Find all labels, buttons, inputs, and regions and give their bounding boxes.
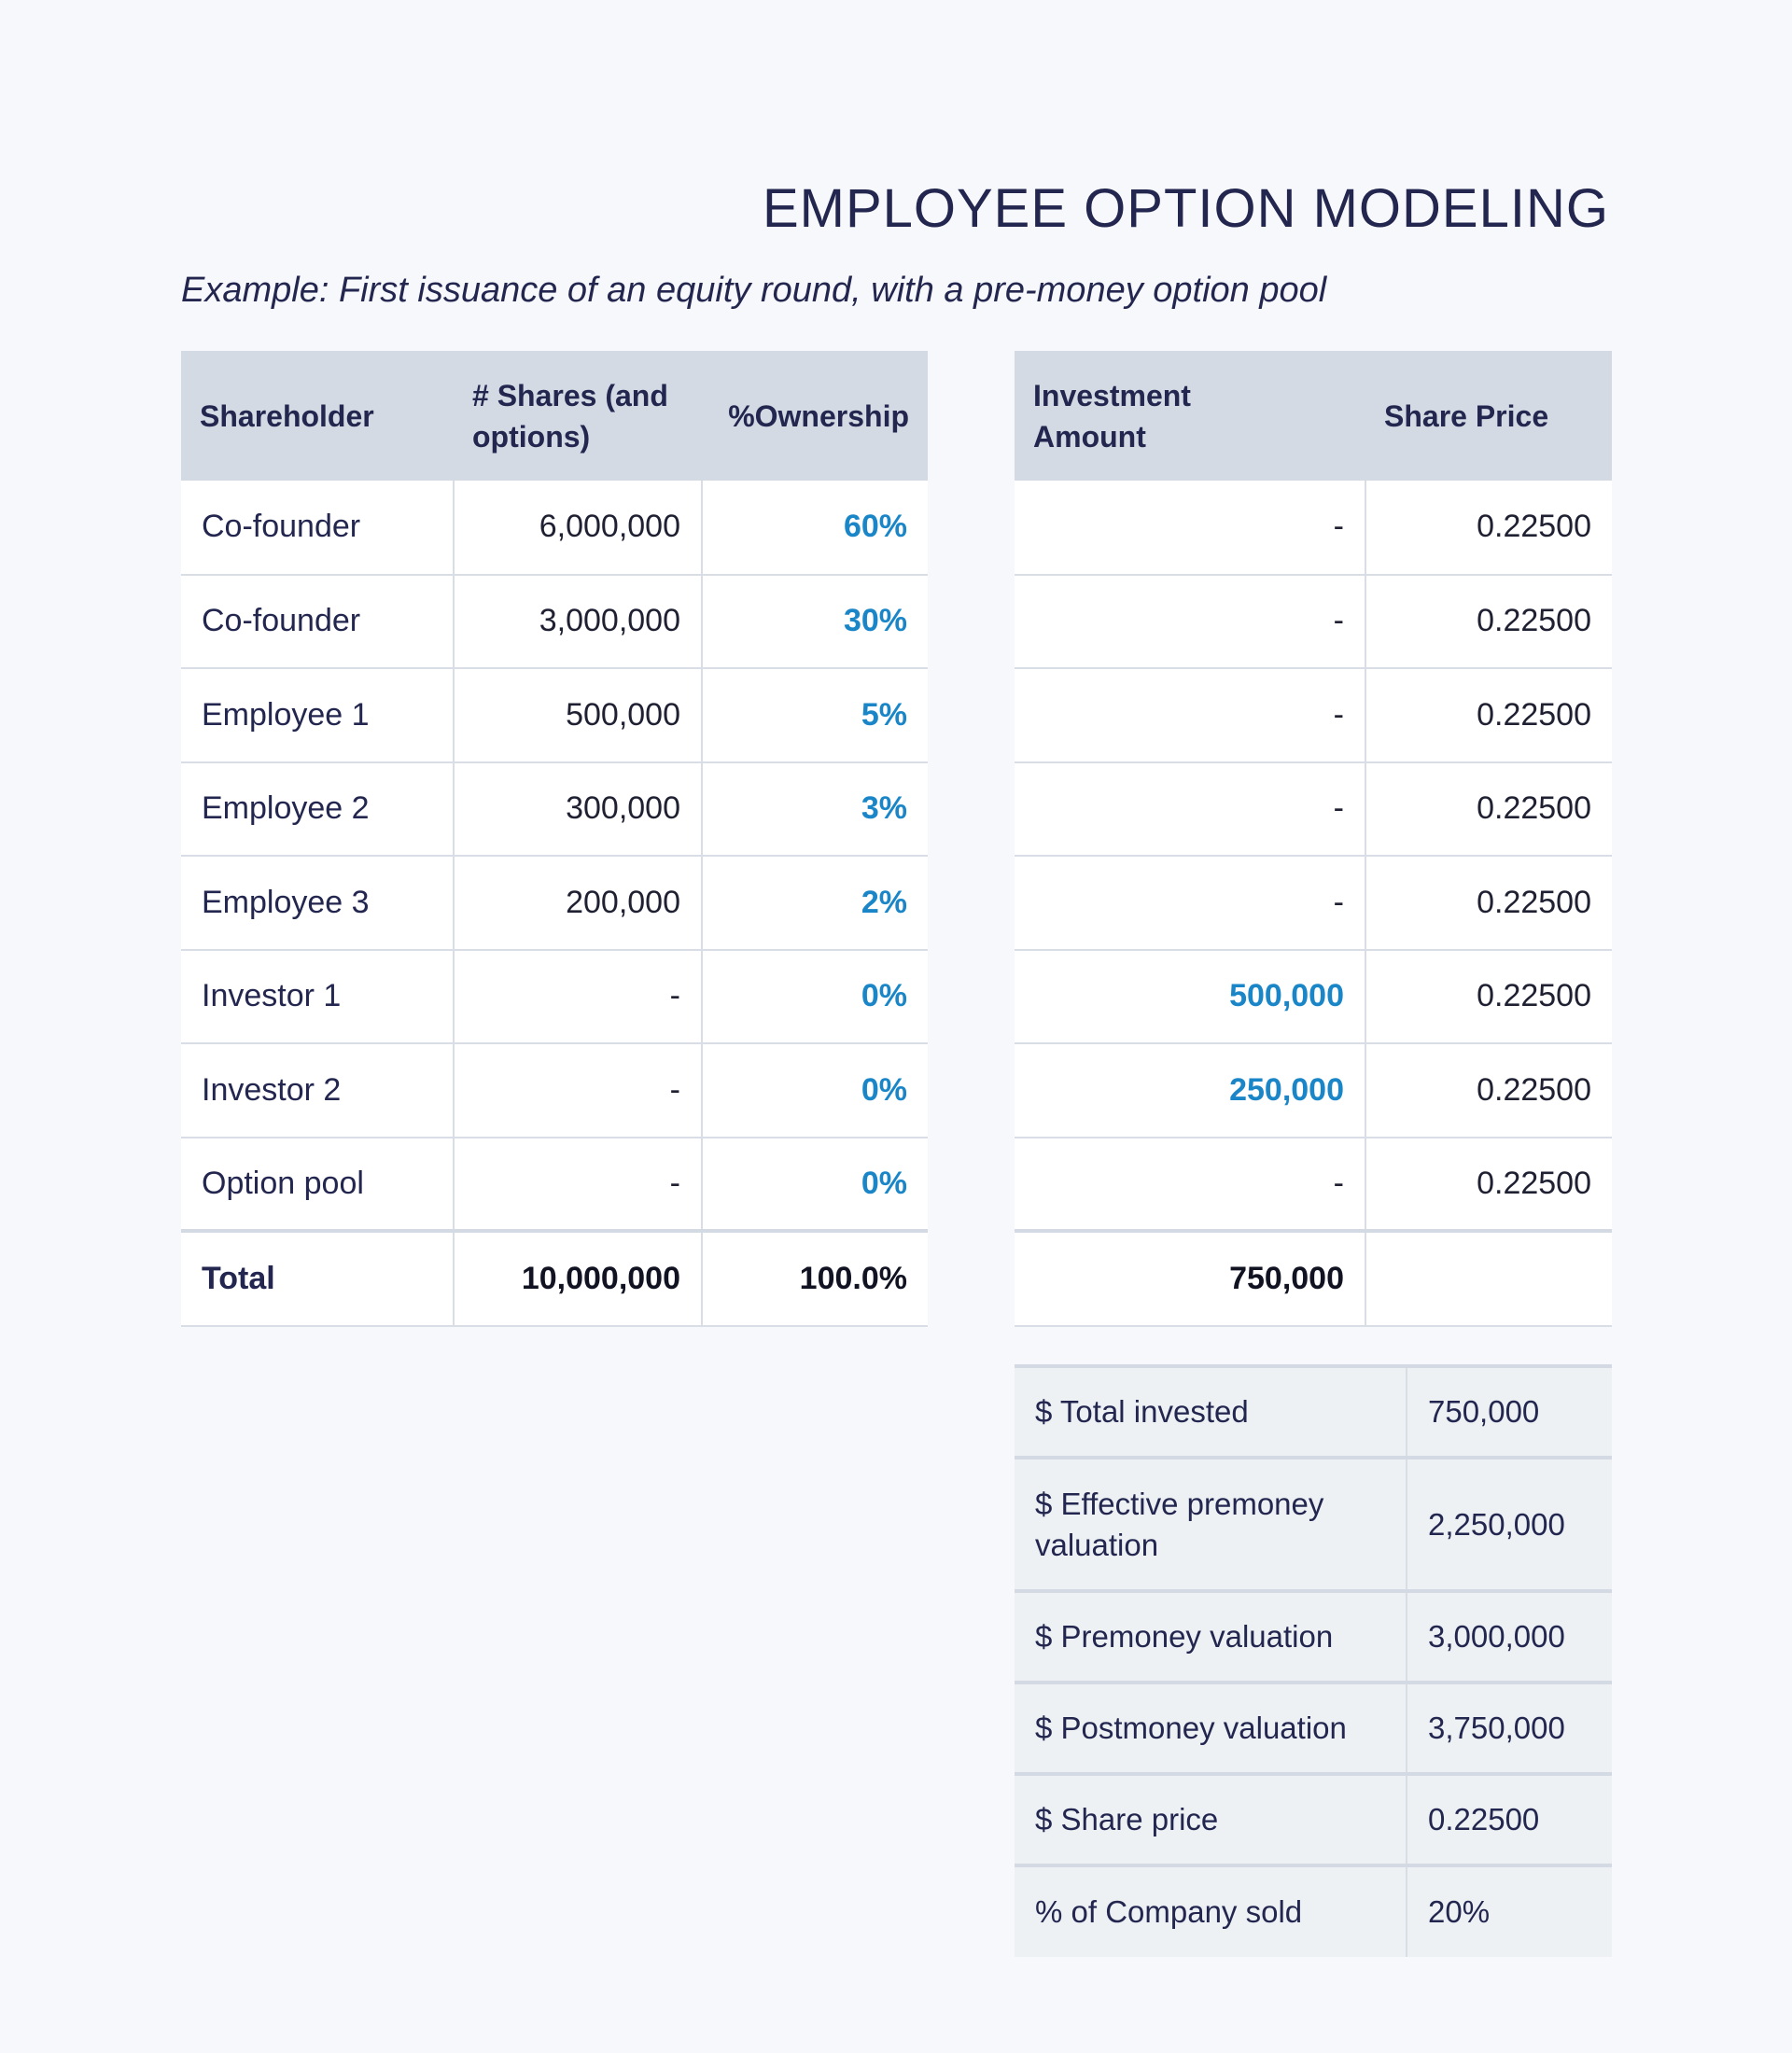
shareholder-name: Investor 1 [181,950,454,1044]
total-row [1015,1231,1612,1326]
table-row [1015,668,1612,762]
table-row [181,856,928,950]
table-row [1015,950,1612,1044]
share-price-value: 0.22500 [1365,1138,1612,1232]
shareholder-name: Employee 2 [181,762,454,857]
summary-label: $ Premoney valuation [1015,1591,1407,1683]
investment-value: 500,000 [1015,950,1365,1044]
summary-table [1015,1364,1612,1957]
page-subtitle: Example: First issuance of an equity round, with a pre-money option pool [181,271,1327,310]
summary-row-total-invested [1015,1366,1612,1458]
total-investment: 750,000 [1015,1231,1365,1326]
header-share-price: Share Price [1365,351,1612,481]
ownership-table [181,351,928,1327]
total-row [181,1231,928,1326]
shareholder-name: Co-founder [181,575,454,669]
ownership-value: 2% [702,856,928,950]
table-row [1015,1138,1612,1232]
shares-value: 6,000,000 [454,481,702,575]
investment-value: 250,000 [1015,1043,1365,1138]
summary-label: $ Effective premoney valuation [1015,1458,1407,1591]
ownership-value: 3% [702,762,928,857]
ownership-value: 0% [702,1043,928,1138]
shares-value: 300,000 [454,762,702,857]
ownership-value: 30% [702,575,928,669]
share-price-value: 0.22500 [1365,481,1612,575]
ownership-value: 60% [702,481,928,575]
share-price-value: 0.22500 [1365,950,1612,1044]
total-shares: 10,000,000 [454,1231,702,1326]
shares-value: 200,000 [454,856,702,950]
investment-table [1015,351,1612,1327]
investment-value: - [1015,668,1365,762]
table-row [181,481,928,575]
share-price-value: 0.22500 [1365,575,1612,669]
share-price-value: 0.22500 [1365,1043,1612,1138]
ownership-value: 0% [702,950,928,1044]
table-row [1015,762,1612,857]
share-price-value: 0.22500 [1365,856,1612,950]
summary-value: 3,750,000 [1407,1683,1612,1774]
shares-value: - [454,950,702,1044]
table-row [1015,856,1612,950]
table-row [181,762,928,857]
summary-value: 20% [1407,1865,1612,1957]
table-row [1015,1043,1612,1138]
header-ownership: %Ownership [702,351,928,481]
ownership-value: 5% [702,668,928,762]
share-price-value: 0.22500 [1365,762,1612,857]
summary-value: 3,000,000 [1407,1591,1612,1683]
header-shareholder: Shareholder [181,351,454,481]
total-label: Total [181,1231,454,1326]
shareholder-name: Co-founder [181,481,454,575]
summary-value: 750,000 [1407,1366,1612,1458]
total-ownership: 100.0% [702,1231,928,1326]
investment-value: - [1015,762,1365,857]
shareholder-name: Employee 1 [181,668,454,762]
table-row [181,950,928,1044]
shares-value: 3,000,000 [454,575,702,669]
table-row [181,668,928,762]
table-row [1015,575,1612,669]
total-share-price [1365,1231,1612,1326]
header-investment: Investment Amount [1015,351,1365,481]
summary-value: 2,250,000 [1407,1458,1612,1591]
summary-row-company-sold [1015,1865,1612,1957]
page-title: EMPLOYEE OPTION MODELING [762,178,1609,239]
header-shares: # Shares (and options) [454,351,702,481]
shares-value: - [454,1043,702,1138]
shareholder-name: Investor 2 [181,1043,454,1138]
summary-row-postmoney [1015,1683,1612,1774]
summary-label: $ Total invested [1015,1366,1407,1458]
summary-row-premoney [1015,1591,1612,1683]
investment-value: - [1015,1138,1365,1232]
table-row [1015,481,1612,575]
investment-value: - [1015,481,1365,575]
summary-label: $ Postmoney valuation [1015,1683,1407,1774]
shareholder-name: Employee 3 [181,856,454,950]
share-price-value: 0.22500 [1365,668,1612,762]
shares-value: 500,000 [454,668,702,762]
shareholder-name: Option pool [181,1138,454,1232]
summary-label: % of Company sold [1015,1865,1407,1957]
investment-value: - [1015,856,1365,950]
summary-label: $ Share price [1015,1774,1407,1865]
shares-value: - [454,1138,702,1232]
ownership-value: 0% [702,1138,928,1232]
table-row [181,1138,928,1232]
investment-value: - [1015,575,1365,669]
summary-row-effective-premoney [1015,1458,1612,1591]
summary-row-share-price [1015,1774,1612,1865]
summary-value: 0.22500 [1407,1774,1612,1865]
table-row [181,1043,928,1138]
table-row [181,575,928,669]
